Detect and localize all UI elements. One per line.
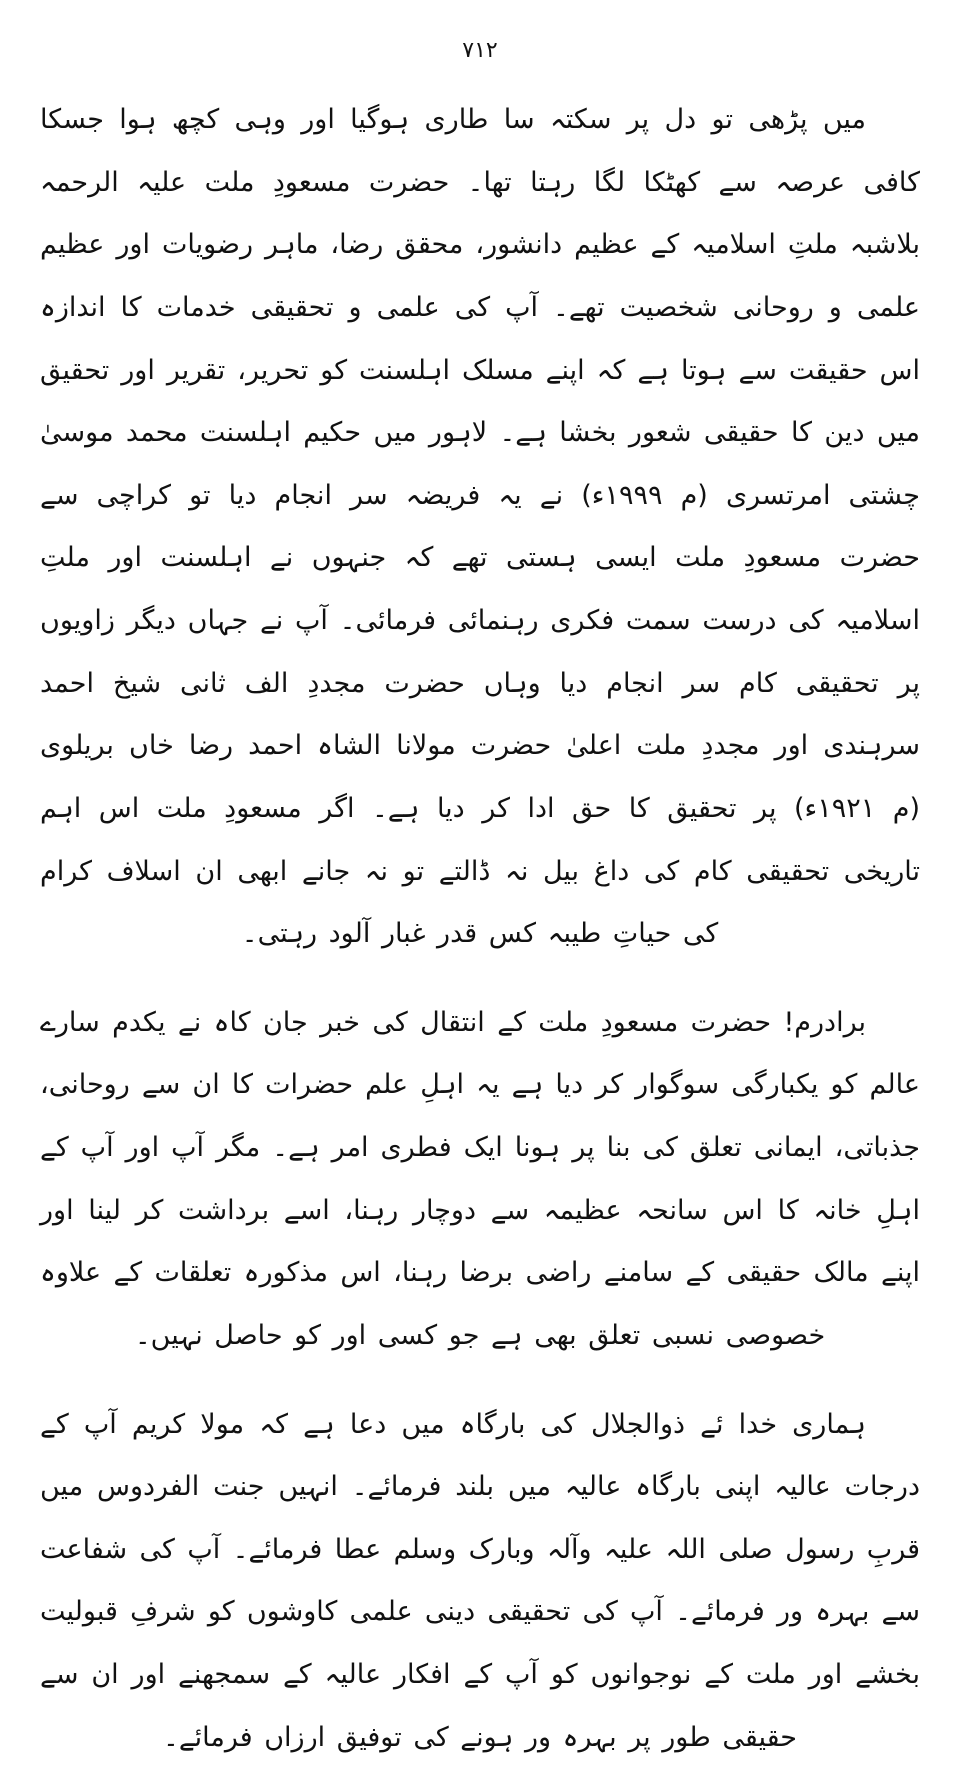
page-body — [40, 89, 920, 1769]
paragraph-3: ہماری خدا ئے ذوالجلال کی بارگاہ میں دعا ہے کہ مولا کریم آپ کے درجات عالیہ اپنی بارگاہ عالیہ میں بلند فرمائے۔ انہیں جنت الفردوس میں قربِ رسول صلی اللہ علیہ وآلہ وبارک وسلم عطا فرمائے۔ آپ کی شفاعت سے بہرہ ور فرمائے۔ آپ کی تحقیقی دینی علمی کاوشوں کو شرفِ قبولیت بخشے اور ملت کے نوجوانوں کو آپ کے افکار عالیہ کے سمجھنے اور ان سے حقیقی طور پر بہرہ ور ہونے کی توفیق ارزاں فرمائے۔ — [40, 1394, 920, 1769]
paragraph-1: میں پڑھی تو دل پر سکتہ سا طاری ہوگیا اور وہی کچھ ہوا جسکا کافی عرصہ سے کھٹکا لگا رہتا تھا۔ حضرت مسعودِ ملت علیہ الرحمہ بلاشبہ ملتِ اسلامیہ کے عظیم دانشور، محقق رضا، ماہر رضویات اور عظیم علمی و روحانی شخصیت تھے۔ آپ کی علمی و تحقیقی خدمات کا اندازہ اس حقیقت سے ہوتا ہے کہ اپنے مسلک اہلسنت کو تحریر، تقریر اور تحقیق میں دین کا حقیقی شعور بخشا ہے۔ لاہور میں حکیم اہلسنت محمد موسیٰ چشتی امرتسری (م ۱۹۹۹ء) نے یہ فریضہ سر انجام دیا تو کراچی سے حضرت مسعودِ ملت ایسی ہستی تھے کہ جنہوں نے اہلسنت اور ملتِ اسلامیہ کی درست سمت فکری رہنمائی فرمائی۔ آپ نے جہاں دیگر زاویوں پر تحقیقی کام سر انجام دیا وہاں حضرت مجددِ الف ثانی شیخ احمد سرہندی اور مجددِ ملت اعلیٰ حضرت مولانا الشاہ احمد رضا خاں بریلوی (م ۱۹۲۱ء) پر تحقیق کا حق ادا کر دیا ہے۔ اگر مسعودِ ملت اس اہم تاریخی تحقیقی کام کی داغ بیل نہ ڈالتے تو نہ جانے ابھی ان اسلاف کرام کی حیاتِ طیبہ کس قدر غبار آلود رہتی۔ — [40, 89, 920, 966]
page-number: ۷۱۲ — [40, 38, 920, 63]
paragraph-2: برادرم! حضرت مسعودِ ملت کے انتقال کی خبر جان کاہ نے یکدم سارے عالم کو یکبارگی سوگوار کر دیا ہے یہ اہلِ علم حضرات کا ان سے روحانی، جذباتی، ایمانی تعلق کی بنا پر ہونا ایک فطری امر ہے۔ مگر آپ اور آپ کے اہلِ خانہ کا اس سانحہ عظیمہ سے دوچار رہنا، اسے برداشت کر لینا اور اپنے مالک حقیقی کے سامنے راضی برضا رہنا، اس مذکورہ تعلقات کے علاوہ خصوصی نسبی تعلق بھی ہے جو کسی اور کو حاصل نہیں۔ — [40, 992, 920, 1368]
